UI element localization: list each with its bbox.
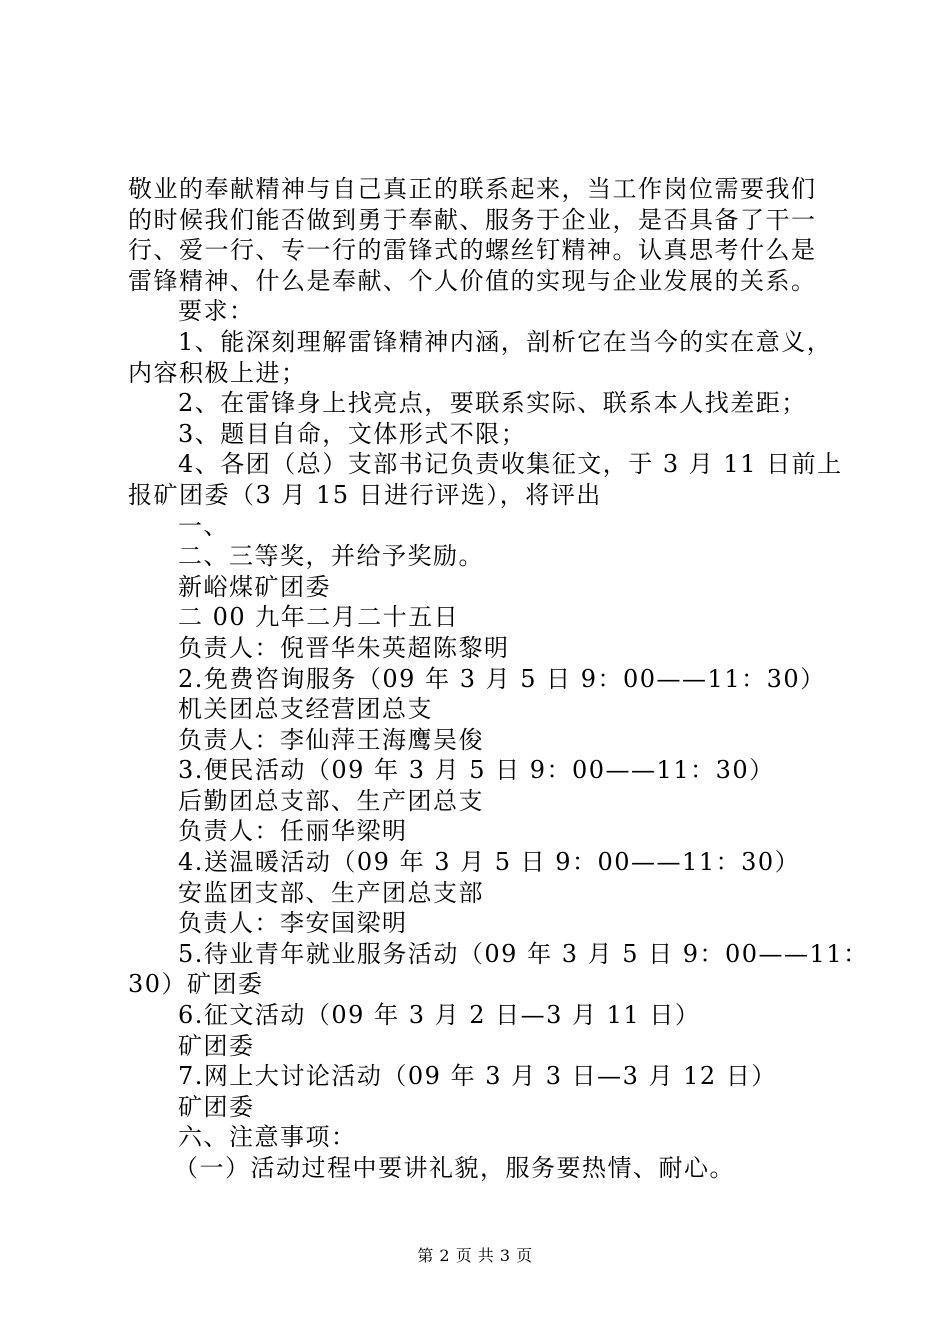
requirement-item: 4、各团（总）支部书记负责收集征文，于 3 月 11 日前上 — [178, 450, 843, 479]
activity-organizer: 矿团委 — [178, 1092, 255, 1121]
issue-date: 二 00 九年二月二十五日 — [178, 603, 460, 632]
requirement-item-continuation: 内容积极上进； — [128, 358, 307, 387]
activity-item-continuation: 30）矿团委 — [128, 970, 264, 999]
requirement-item: 1、能深刻理解雷锋精神内涵，剖析它在当今的实在意义， — [178, 327, 833, 356]
requirement-item: 2、在雷锋身上找亮点，要联系实际、联系本人找差距； — [178, 389, 807, 418]
paragraph-line: 敬业的奉献精神与自己真正的联系起来，当工作岗位需要我们 — [128, 175, 817, 203]
activity-organizer: 机关团总支经营团总支 — [178, 695, 433, 724]
page-number-indicator: 第 2 页 共 3 页 — [417, 1246, 533, 1265]
document-body — [128, 174, 869, 1184]
activity-organizer: 后勤团总支部、生产团总支 — [178, 786, 484, 815]
text-line: 二、三等奖，并给予奖励。 — [178, 542, 484, 571]
activity-organizer: 矿团委 — [178, 1031, 255, 1060]
activity-item: 2.免费咨询服务（09 年 3 月 5 日 9：00——11：30） — [178, 664, 826, 693]
activity-item: 3.便民活动（09 年 3 月 5 日 9：00——11：30） — [178, 756, 775, 785]
page-footer — [0, 1243, 950, 1266]
activity-item: 7.网上大讨论活动（09 年 3 月 3 日—3 月 12 日） — [178, 1062, 777, 1091]
activity-organizer: 安监团支部、生产团总支部 — [178, 878, 484, 907]
paragraph-line: 的时候我们能否做到勇于奉献、服务于企业，是否具备了干一 — [128, 205, 817, 234]
responsible-persons: 负责人：李安国梁明 — [178, 909, 408, 938]
paragraph-line: 行、爱一行、专一行的雷锋式的螺丝钉精神。认真思考什么是 — [128, 236, 817, 265]
activity-item: 4.送温暖活动（09 年 3 月 5 日 9：00——11：30） — [178, 848, 801, 877]
notice-item: （一）活动过程中要讲礼貌，服务要热情、耐心。 — [174, 1154, 735, 1182]
requirements-heading: 要求： — [178, 297, 255, 326]
activity-item: 6.征文活动（09 年 3 月 2 日—3 月 11 日） — [178, 1001, 701, 1030]
issuer-name: 新峪煤矿团委 — [178, 572, 331, 601]
activity-item: 5.待业青年就业服务活动（09 年 3 月 5 日 9：00——11： — [178, 939, 869, 968]
section-heading: 六、注意事项： — [178, 1123, 357, 1152]
requirement-item: 3、题目自命，文体形式不限； — [178, 419, 527, 448]
responsible-persons: 负责人：倪晋华朱英超陈黎明 — [178, 633, 510, 662]
responsible-persons: 负责人：任丽华梁明 — [178, 817, 408, 846]
text-line: 一、 — [178, 511, 229, 540]
paragraph-line: 雷锋精神、什么是奉献、个人价值的实现与企业发展的关系。 — [128, 266, 817, 295]
responsible-persons: 负责人：李仙萍王海鹰吴俊 — [178, 725, 484, 754]
requirement-item-continuation: 报矿团委（3 月 15 日进行评选），将评出 — [128, 480, 602, 509]
